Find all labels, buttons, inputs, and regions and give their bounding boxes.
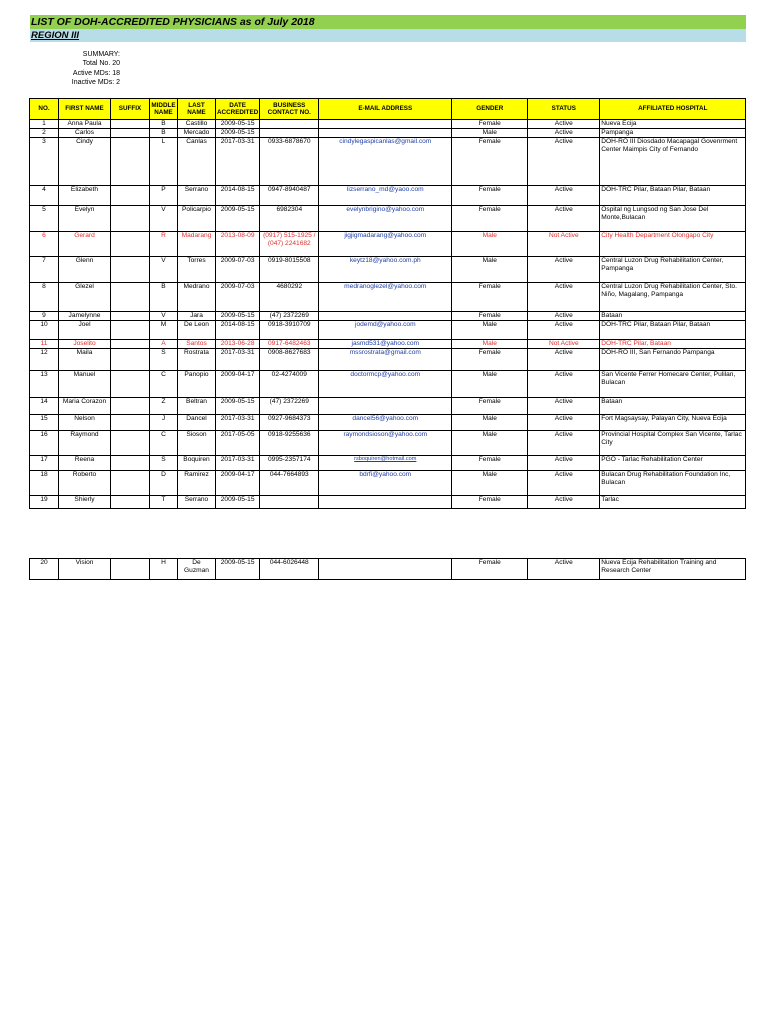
- spacer-cell: [150, 509, 178, 546]
- spacer-cell: [319, 509, 452, 546]
- summary-inactive: Inactive MDs: 2: [71, 78, 120, 86]
- affiliated-hospital-cell: PGO - Tarlac Rehabilitation Center: [600, 456, 746, 471]
- header-gender: GENDER: [452, 99, 528, 120]
- row-no-cell: 5: [30, 206, 59, 232]
- email-address-cell: rsboquiren@hotmail.com: [319, 456, 452, 471]
- affiliated-hospital-cell: Nueva Ecija: [600, 120, 746, 129]
- suffix-cell: [111, 496, 150, 509]
- first-name-cell: Gerard: [59, 232, 111, 257]
- table-header-row: [30, 99, 746, 120]
- email-address-cell: lizserrano_md@yaoo.com: [319, 186, 452, 206]
- suffix-cell: [111, 349, 150, 371]
- spacer-cell: [59, 546, 111, 559]
- affiliated-hospital-cell: DOH-RO III, San Fernando Pampanga: [600, 349, 746, 371]
- spacer-cell: [178, 509, 216, 546]
- affiliated-hospital-cell: Provincial Hospital Complex San Vicente, Tarlac City: [600, 431, 746, 456]
- gender-cell: Male: [452, 471, 528, 496]
- suffix-cell: [111, 257, 150, 283]
- date-accredited-cell: 2013-06-28: [216, 340, 260, 349]
- status-cell: Not Active: [528, 232, 600, 257]
- middle-name-cell: S: [150, 349, 178, 371]
- row-no-cell: 10: [30, 321, 59, 340]
- first-name-cell: Glenn: [59, 257, 111, 283]
- email-address-cell: [319, 559, 452, 580]
- business-contact-cell: 02-4274009: [260, 371, 319, 398]
- suffix-cell: [111, 321, 150, 340]
- last-name-cell: Torres: [178, 257, 216, 283]
- date-accredited-cell: 2009-04-17: [216, 371, 260, 398]
- last-name-cell: Jara: [178, 312, 216, 321]
- email-address-cell: raymondsioson@yahoo.com: [319, 431, 452, 456]
- email-address-cell: mssrostrata@gmail.com: [319, 349, 452, 371]
- table-row: [30, 471, 746, 496]
- date-accredited-cell: 2014-08-15: [216, 186, 260, 206]
- spacer-cell: [600, 546, 746, 559]
- middle-name-cell: T: [150, 496, 178, 509]
- row-no-cell: 1: [30, 120, 59, 129]
- middle-name-cell: B: [150, 120, 178, 129]
- suffix-cell: [111, 206, 150, 232]
- date-accredited-cell: 2009-05-15: [216, 312, 260, 321]
- date-accredited-cell: 2009-04-17: [216, 471, 260, 496]
- middle-name-cell: L: [150, 138, 178, 186]
- business-contact-cell: 0919-8015508: [260, 257, 319, 283]
- suffix-cell: [111, 471, 150, 496]
- spacer-cell: [260, 546, 319, 559]
- row-no-cell: 8: [30, 283, 59, 312]
- email-address-cell: [319, 120, 452, 129]
- email-address-cell: [319, 312, 452, 321]
- status-cell: Active: [528, 456, 600, 471]
- gender-cell: Female: [452, 456, 528, 471]
- spacer-cell: [111, 509, 150, 546]
- header-first-name: FIRST NAME: [59, 99, 111, 120]
- table-row: [30, 120, 746, 129]
- status-cell: Active: [528, 257, 600, 283]
- middle-name-cell: R: [150, 232, 178, 257]
- table-row: [30, 456, 746, 471]
- summary-active: Active MDs: 18: [72, 69, 120, 77]
- header-email: E-MAIL ADDRESS: [319, 99, 452, 120]
- gender-cell: Male: [452, 371, 528, 398]
- middle-name-cell: V: [150, 257, 178, 283]
- gender-cell: Male: [452, 129, 528, 138]
- business-contact-cell: 0918-9255636: [260, 431, 319, 456]
- business-contact-cell: 0933-6878670: [260, 138, 319, 186]
- business-contact-cell: 0947-8940487: [260, 186, 319, 206]
- business-contact-cell: 044-6026448: [260, 559, 319, 580]
- header-affiliated-hospital: AFFILIATED HOSPITAL: [600, 99, 746, 120]
- first-name-cell: Glezel: [59, 283, 111, 312]
- affiliated-hospital-cell: DOH-TRC Pilar, Bataan Pilar, Bataan: [600, 321, 746, 340]
- last-name-cell: Policarpio: [178, 206, 216, 232]
- region-band: [30, 29, 746, 42]
- table-row: [30, 431, 746, 456]
- email-address-cell: cindylegaspicanlas@gmail.com: [319, 138, 452, 186]
- suffix-cell: [111, 283, 150, 312]
- row-no-cell: 17: [30, 456, 59, 471]
- email-address-cell: [319, 129, 452, 138]
- suffix-cell: [111, 186, 150, 206]
- affiliated-hospital-cell: DOH-TRC Pilar, Bataan Pilar, Bataan: [600, 186, 746, 206]
- table-row: [30, 186, 746, 206]
- email-address-cell: jodemd@yahoo.com: [319, 321, 452, 340]
- email-address-cell: bdrfi@yahoo.com: [319, 471, 452, 496]
- spacer-row: [30, 509, 746, 546]
- row-no-cell: 4: [30, 186, 59, 206]
- last-name-cell: De Guzman: [178, 559, 216, 580]
- spacer-cell: [528, 546, 600, 559]
- header-suffix: SUFFIX: [111, 99, 150, 120]
- spacer-cell: [319, 546, 452, 559]
- row-no-cell: 2: [30, 129, 59, 138]
- date-accredited-cell: 2017-03-31: [216, 349, 260, 371]
- physicians-table: [29, 98, 746, 580]
- table-row: [30, 349, 746, 371]
- affiliated-hospital-cell: DOH-RO III Diosdado Macapagal Govenrment Center Maimpis City of Fernando: [600, 138, 746, 186]
- affiliated-hospital-cell: City Health Department Olongapo City: [600, 232, 746, 257]
- date-accredited-cell: 2009-05-15: [216, 120, 260, 129]
- row-no-cell: 20: [30, 559, 59, 580]
- business-contact-cell: 0927-9684373: [260, 415, 319, 431]
- last-name-cell: Serrano: [178, 186, 216, 206]
- first-name-cell: Maila: [59, 349, 111, 371]
- spacer-cell: [30, 509, 59, 546]
- row-no-cell: 3: [30, 138, 59, 186]
- first-name-cell: Nelson: [59, 415, 111, 431]
- header-status: STATUS: [528, 99, 600, 120]
- business-contact-cell: (47) 2372269: [260, 398, 319, 415]
- first-name-cell: Reena: [59, 456, 111, 471]
- first-name-cell: Joel: [59, 321, 111, 340]
- row-no-cell: 14: [30, 398, 59, 415]
- date-accredited-cell: 2017-03-31: [216, 138, 260, 186]
- status-cell: Active: [528, 559, 600, 580]
- summary-total: Total No. 20: [82, 60, 120, 68]
- email-address-cell: medranoglezel@yahoo.com: [319, 283, 452, 312]
- first-name-cell: Anna Paula: [59, 120, 111, 129]
- row-no-cell: 13: [30, 371, 59, 398]
- first-name-cell: Roberto: [59, 471, 111, 496]
- suffix-cell: [111, 456, 150, 471]
- row-no-cell: 7: [30, 257, 59, 283]
- middle-name-cell: V: [150, 312, 178, 321]
- first-name-cell: Evelyn: [59, 206, 111, 232]
- business-contact-cell: 0918-3910709: [260, 321, 319, 340]
- first-name-cell: Cindy: [59, 138, 111, 186]
- status-cell: Active: [528, 312, 600, 321]
- affiliated-hospital-cell: Nueva Ecija Rehabilitation Training and Research Center: [600, 559, 746, 580]
- table-body: [30, 120, 746, 580]
- date-accredited-cell: 2009-05-15: [216, 398, 260, 415]
- spacer-cell: [150, 546, 178, 559]
- gender-cell: Male: [452, 257, 528, 283]
- status-cell: Active: [528, 283, 600, 312]
- business-contact-cell: [260, 120, 319, 129]
- region-heading: REGION III: [31, 30, 80, 41]
- spacer-cell: [452, 509, 528, 546]
- first-name-cell: Manuel: [59, 371, 111, 398]
- affiliated-hospital-cell: Tarlac: [600, 496, 746, 509]
- row-no-cell: 12: [30, 349, 59, 371]
- affiliated-hospital-cell: Fort Magsaysay, Palayan City, Nueva Ecija: [600, 415, 746, 431]
- last-name-cell: Dancel: [178, 415, 216, 431]
- suffix-cell: [111, 415, 150, 431]
- last-name-cell: Ramirez: [178, 471, 216, 496]
- table-row: [30, 129, 746, 138]
- last-name-cell: Madarang: [178, 232, 216, 257]
- status-cell: Active: [528, 371, 600, 398]
- status-cell: Active: [528, 120, 600, 129]
- header-middle-name: MIDDLE NAME: [150, 99, 178, 120]
- gender-cell: Female: [452, 186, 528, 206]
- suffix-cell: [111, 312, 150, 321]
- date-accredited-cell: 2009-05-15: [216, 206, 260, 232]
- email-address-cell: doctormcp@yahoo.com: [319, 371, 452, 398]
- last-name-cell: Rostrata: [178, 349, 216, 371]
- business-contact-cell: 0908-8627683: [260, 349, 319, 371]
- spacer-cell: [600, 509, 746, 546]
- email-address-cell: evelynbrigino@yahoo.com: [319, 206, 452, 232]
- email-address-cell: [319, 398, 452, 415]
- gender-cell: Female: [452, 559, 528, 580]
- affiliated-hospital-cell: San Vicente Ferrer Homecare Center, Pulilan, Bulacan: [600, 371, 746, 398]
- date-accredited-cell: 2009-05-15: [216, 129, 260, 138]
- status-cell: Active: [528, 138, 600, 186]
- header-last-name: LAST NAME: [178, 99, 216, 120]
- affiliated-hospital-cell: DOH-TRC Pilar, Bataan: [600, 340, 746, 349]
- table-row: [30, 496, 746, 509]
- gender-cell: Female: [452, 206, 528, 232]
- middle-name-cell: M: [150, 321, 178, 340]
- business-contact-cell: 4680292: [260, 283, 319, 312]
- gender-cell: Female: [452, 349, 528, 371]
- spacer-cell: [111, 546, 150, 559]
- spacer-cell: [260, 509, 319, 546]
- document-title: LIST OF DOH-ACCREDITED PHYSICIANS as of July 2018: [31, 16, 315, 28]
- suffix-cell: [111, 371, 150, 398]
- gender-cell: Male: [452, 415, 528, 431]
- first-name-cell: Vision: [59, 559, 111, 580]
- row-no-cell: 16: [30, 431, 59, 456]
- table-row: [30, 321, 746, 340]
- gender-cell: Female: [452, 312, 528, 321]
- middle-name-cell: V: [150, 206, 178, 232]
- email-address-cell: jasmd531@yahoo.com: [319, 340, 452, 349]
- last-name-cell: De Leon: [178, 321, 216, 340]
- business-contact-cell: (0917) 515-1925 / (047) 2241682: [260, 232, 319, 257]
- middle-name-cell: B: [150, 283, 178, 312]
- affiliated-hospital-cell: Central Luzon Drug Rehabilitation Center, Sto. Niño, Magalang, Pampanga: [600, 283, 746, 312]
- suffix-cell: [111, 398, 150, 415]
- status-cell: Active: [528, 321, 600, 340]
- date-accredited-cell: 2017-03-31: [216, 456, 260, 471]
- table-row: [30, 340, 746, 349]
- email-address-cell: keytz18@yahoo.com.ph: [319, 257, 452, 283]
- spacer-cell: [452, 546, 528, 559]
- last-name-cell: Serrano: [178, 496, 216, 509]
- affiliated-hospital-cell: Pampanga: [600, 129, 746, 138]
- email-address-cell: dancel56@yahoo.com: [319, 415, 452, 431]
- last-name-cell: Medrano: [178, 283, 216, 312]
- business-contact-cell: (47) 2372269: [260, 312, 319, 321]
- gender-cell: Male: [452, 431, 528, 456]
- spacer-cell: [59, 509, 111, 546]
- status-cell: Active: [528, 129, 600, 138]
- table-row: [30, 398, 746, 415]
- spacer-cell: [528, 509, 600, 546]
- suffix-cell: [111, 120, 150, 129]
- business-contact-cell: 6982304: [260, 206, 319, 232]
- last-name-cell: Canlas: [178, 138, 216, 186]
- gender-cell: Female: [452, 398, 528, 415]
- middle-name-cell: D: [150, 471, 178, 496]
- last-name-cell: Castillo: [178, 120, 216, 129]
- summary-block: [30, 50, 120, 87]
- first-name-cell: Carlos: [59, 129, 111, 138]
- middle-name-cell: S: [150, 456, 178, 471]
- row-no-cell: 19: [30, 496, 59, 509]
- last-name-cell: Boquiren: [178, 456, 216, 471]
- middle-name-cell: C: [150, 371, 178, 398]
- middle-name-cell: J: [150, 415, 178, 431]
- suffix-cell: [111, 559, 150, 580]
- affiliated-hospital-cell: Bulacan Drug Rehabilitation Foundation Inc, Bulacan: [600, 471, 746, 496]
- suffix-cell: [111, 232, 150, 257]
- row-no-cell: 15: [30, 415, 59, 431]
- header-no: NO.: [30, 99, 59, 120]
- first-name-cell: Raymond: [59, 431, 111, 456]
- date-accredited-cell: 2014-08-15: [216, 321, 260, 340]
- header-business-contact: BUSINESS CONTACT NO.: [260, 99, 319, 120]
- table-row: [30, 371, 746, 398]
- business-contact-cell: [260, 496, 319, 509]
- business-contact-cell: 044-7664893: [260, 471, 319, 496]
- summary-heading: SUMMARY:: [82, 51, 120, 58]
- email-address-cell: [319, 496, 452, 509]
- table-row: [30, 559, 746, 580]
- spacer-cell: [30, 546, 59, 559]
- gender-cell: Male: [452, 321, 528, 340]
- status-cell: Active: [528, 349, 600, 371]
- suffix-cell: [111, 138, 150, 186]
- spacer-cell: [216, 546, 260, 559]
- header-date-accredited: DATE ACCREDITED: [216, 99, 260, 120]
- spacer-cell: [216, 509, 260, 546]
- date-accredited-cell: 2017-03-31: [216, 415, 260, 431]
- first-name-cell: Shierly: [59, 496, 111, 509]
- affiliated-hospital-cell: Central Luzon Drug Rehabilitation Center, Pampanga: [600, 257, 746, 283]
- status-cell: Active: [528, 471, 600, 496]
- table-row: [30, 257, 746, 283]
- date-accredited-cell: 2009-07-03: [216, 257, 260, 283]
- suffix-cell: [111, 431, 150, 456]
- status-cell: Active: [528, 206, 600, 232]
- row-no-cell: 6: [30, 232, 59, 257]
- table-row: [30, 283, 746, 312]
- table-row: [30, 415, 746, 431]
- first-name-cell: Jamelynne: [59, 312, 111, 321]
- middle-name-cell: H: [150, 559, 178, 580]
- gender-cell: Female: [452, 283, 528, 312]
- business-contact-cell: [260, 129, 319, 138]
- table-row: [30, 206, 746, 232]
- suffix-cell: [111, 129, 150, 138]
- business-contact-cell: 0995-2357174: [260, 456, 319, 471]
- date-accredited-cell: 2009-07-03: [216, 283, 260, 312]
- middle-name-cell: C: [150, 431, 178, 456]
- email-address-cell: jigjigmadarang@yahoo.com: [319, 232, 452, 257]
- last-name-cell: Panopio: [178, 371, 216, 398]
- last-name-cell: Beltran: [178, 398, 216, 415]
- row-no-cell: 11: [30, 340, 59, 349]
- status-cell: Active: [528, 186, 600, 206]
- table-row: [30, 138, 746, 186]
- last-name-cell: Sioson: [178, 431, 216, 456]
- affiliated-hospital-cell: Bataan: [600, 398, 746, 415]
- date-accredited-cell: 2013-08-09: [216, 232, 260, 257]
- first-name-cell: Elizabeth: [59, 186, 111, 206]
- spacer-row: [30, 546, 746, 559]
- status-cell: Active: [528, 496, 600, 509]
- date-accredited-cell: 2009-05-15: [216, 496, 260, 509]
- row-no-cell: 9: [30, 312, 59, 321]
- suffix-cell: [111, 340, 150, 349]
- middle-name-cell: P: [150, 186, 178, 206]
- gender-cell: Male: [452, 232, 528, 257]
- last-name-cell: Mercado: [178, 129, 216, 138]
- status-cell: Active: [528, 431, 600, 456]
- affiliated-hospital-cell: Ospital ng Lungsod ng San Jose Del Monte,Bulacan: [600, 206, 746, 232]
- gender-cell: Male: [452, 340, 528, 349]
- middle-name-cell: B: [150, 129, 178, 138]
- first-name-cell: Joselito: [59, 340, 111, 349]
- middle-name-cell: A: [150, 340, 178, 349]
- status-cell: Not Active: [528, 340, 600, 349]
- first-name-cell: Maria Corazon: [59, 398, 111, 415]
- gender-cell: Female: [452, 120, 528, 129]
- middle-name-cell: Z: [150, 398, 178, 415]
- table-row: [30, 312, 746, 321]
- date-accredited-cell: 2017-05-05: [216, 431, 260, 456]
- row-no-cell: 18: [30, 471, 59, 496]
- last-name-cell: Santos: [178, 340, 216, 349]
- status-cell: Active: [528, 398, 600, 415]
- business-contact-cell: 0917-6482463: [260, 340, 319, 349]
- spacer-cell: [178, 546, 216, 559]
- status-cell: Active: [528, 415, 600, 431]
- date-accredited-cell: 2009-05-15: [216, 559, 260, 580]
- affiliated-hospital-cell: Bataan: [600, 312, 746, 321]
- table-row: [30, 232, 746, 257]
- gender-cell: Female: [452, 496, 528, 509]
- gender-cell: Female: [452, 138, 528, 186]
